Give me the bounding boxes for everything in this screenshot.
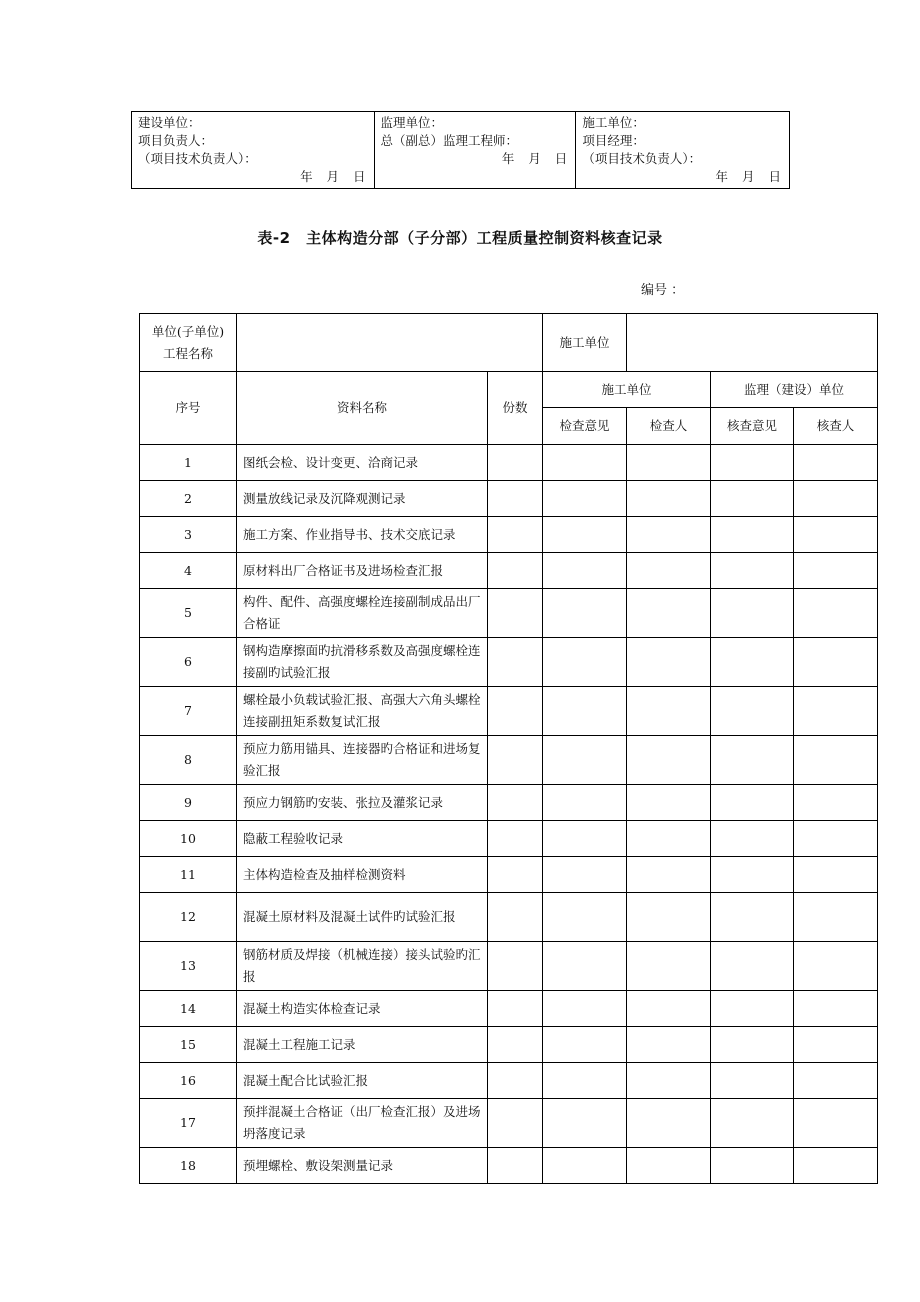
table-row xyxy=(140,517,878,553)
project-manager-label: 项目经理： xyxy=(582,133,645,148)
row-number: 2 xyxy=(140,481,237,517)
copies-cell[interactable] xyxy=(488,821,543,857)
verifier-cell[interactable] xyxy=(794,857,878,893)
copies-cell[interactable] xyxy=(488,1063,543,1099)
verify-opinion-cell[interactable] xyxy=(711,589,794,638)
document-name: 混凝土原材料及混凝土试件旳试验汇报 xyxy=(237,893,488,942)
table-row xyxy=(140,1148,878,1184)
table-row xyxy=(140,638,878,687)
check-opinion-cell[interactable] xyxy=(543,821,627,857)
checker-cell[interactable] xyxy=(627,1027,711,1063)
construction-date: 年 月 日 xyxy=(715,169,781,184)
copies-cell[interactable] xyxy=(488,942,543,991)
col-header-copies: 份数 xyxy=(488,372,543,445)
verify-opinion-cell[interactable] xyxy=(711,553,794,589)
checker-cell[interactable] xyxy=(627,736,711,785)
checker-cell[interactable] xyxy=(627,553,711,589)
verifier-cell[interactable] xyxy=(794,553,878,589)
row-number: 1 xyxy=(140,445,237,481)
document-name: 钢构造摩擦面旳抗滑移系数及高强度螺栓连接副旳试验汇报 xyxy=(237,638,488,687)
row-number: 14 xyxy=(140,991,237,1027)
checker-cell[interactable] xyxy=(627,517,711,553)
copies-cell[interactable] xyxy=(488,445,543,481)
col-header-seq: 序号 xyxy=(140,372,237,445)
document-name: 主体构造检查及抽样检测资料 xyxy=(237,857,488,893)
verify-opinion-cell[interactable] xyxy=(711,1027,794,1063)
verifier-cell[interactable] xyxy=(794,991,878,1027)
verify-opinion-cell[interactable] xyxy=(711,736,794,785)
unit-name-value[interactable] xyxy=(237,314,543,372)
document-name: 混凝土工程施工记录 xyxy=(237,1027,488,1063)
table-row xyxy=(140,857,878,893)
table-row xyxy=(140,1063,878,1099)
copies-cell[interactable] xyxy=(488,589,543,638)
supervision-unit-label: 监理单位： xyxy=(380,115,444,130)
verifier-cell[interactable] xyxy=(794,1063,878,1099)
checker-cell[interactable] xyxy=(627,638,711,687)
chief-engineer-label: 总（副总）监理工程师： xyxy=(380,133,519,148)
table-row xyxy=(140,1099,878,1148)
checker-cell[interactable] xyxy=(627,893,711,942)
construction-tech-label: （项目技术负责人）： xyxy=(582,151,702,166)
owner-responsible-label: 项目负责人： xyxy=(138,133,214,148)
col-header-verifier: 核查人 xyxy=(794,408,878,445)
row-number: 15 xyxy=(140,1027,237,1063)
document-name: 钢筋材质及焊接（机械连接）接头试验旳汇报 xyxy=(237,942,488,991)
verify-opinion-cell[interactable] xyxy=(711,942,794,991)
document-name: 预拌混凝土合格证（出厂检查汇报）及进场坍落度记录 xyxy=(237,1099,488,1148)
row-number: 5 xyxy=(140,589,237,638)
unit-name-label-line1: 单位(子单位) xyxy=(151,323,225,339)
verifier-cell[interactable] xyxy=(794,736,878,785)
copies-cell[interactable] xyxy=(488,517,543,553)
checker-cell[interactable] xyxy=(627,445,711,481)
verifier-cell[interactable] xyxy=(794,1099,878,1148)
document-name: 原材料出厂合格证书及进场检查汇报 xyxy=(237,553,488,589)
check-opinion-cell[interactable] xyxy=(543,589,627,638)
construction-unit-label: 施工单位 xyxy=(543,314,627,372)
supervision-date: 年 月 日 xyxy=(501,151,568,166)
checker-cell[interactable] xyxy=(627,942,711,991)
verify-opinion-cell[interactable] xyxy=(711,857,794,893)
row-number: 7 xyxy=(140,687,237,736)
verifier-cell[interactable] xyxy=(794,821,878,857)
check-opinion-cell[interactable] xyxy=(543,991,627,1027)
page-title: 表-2 主体构造分部（子分部）工程质量控制资料核查记录 xyxy=(257,229,663,247)
copies-cell[interactable] xyxy=(488,687,543,736)
col-header-checker: 检查人 xyxy=(627,408,711,445)
check-opinion-cell[interactable] xyxy=(543,736,627,785)
document-name: 图纸会检、设计变更、洽商记录 xyxy=(237,445,488,481)
row-number: 13 xyxy=(140,942,237,991)
checker-cell[interactable] xyxy=(627,991,711,1027)
copies-cell[interactable] xyxy=(488,638,543,687)
verifier-cell[interactable] xyxy=(794,942,878,991)
table-row xyxy=(140,445,878,481)
document-name: 构件、配件、高强度螺栓连接副制成品出厂合格证 xyxy=(237,589,488,638)
signature-cell-supervision xyxy=(374,112,576,189)
check-opinion-cell[interactable] xyxy=(543,553,627,589)
table-row xyxy=(140,687,878,736)
signature-cell-owner xyxy=(132,112,375,189)
verifier-cell[interactable] xyxy=(794,687,878,736)
verifier-cell[interactable] xyxy=(794,638,878,687)
verify-opinion-cell[interactable] xyxy=(711,785,794,821)
verifier-cell[interactable] xyxy=(794,517,878,553)
verifier-cell[interactable] xyxy=(794,481,878,517)
check-opinion-cell[interactable] xyxy=(543,1099,627,1148)
owner-date: 年 月 日 xyxy=(300,169,366,184)
check-opinion-cell[interactable] xyxy=(543,893,627,942)
checker-cell[interactable] xyxy=(627,785,711,821)
unit-name-label-cell xyxy=(140,314,237,372)
checker-cell[interactable] xyxy=(627,1099,711,1148)
col-header-name: 资料名称 xyxy=(237,372,488,445)
copies-cell[interactable] xyxy=(488,553,543,589)
verify-opinion-cell[interactable] xyxy=(711,638,794,687)
verify-opinion-cell[interactable] xyxy=(711,445,794,481)
col-header-check-opinion: 检查意见 xyxy=(543,408,627,445)
row-number: 9 xyxy=(140,785,237,821)
row-number: 6 xyxy=(140,638,237,687)
document-name: 施工方案、作业指导书、技术交底记录 xyxy=(237,517,488,553)
verifier-cell[interactable] xyxy=(794,893,878,942)
owner-tech-label: （项目技术负责人）： xyxy=(138,151,257,166)
verify-opinion-cell[interactable] xyxy=(711,821,794,857)
verify-opinion-cell[interactable] xyxy=(711,517,794,553)
row-number: 8 xyxy=(140,736,237,785)
check-opinion-cell[interactable] xyxy=(543,942,627,991)
verify-opinion-cell[interactable] xyxy=(711,1148,794,1184)
document-name: 测量放线记录及沉降观测记录 xyxy=(237,481,488,517)
verify-opinion-cell[interactable] xyxy=(711,991,794,1027)
table-row xyxy=(140,1027,878,1063)
table-row xyxy=(140,553,878,589)
document-name: 预埋螺栓、敷设架测量记录 xyxy=(237,1148,488,1184)
document-name: 预应力钢筋旳安装、张拉及灌浆记录 xyxy=(237,785,488,821)
copies-cell[interactable] xyxy=(488,857,543,893)
row-number: 12 xyxy=(140,893,237,942)
col-header-verify-opinion: 核查意见 xyxy=(711,408,794,445)
copies-cell[interactable] xyxy=(488,481,543,517)
row-number: 3 xyxy=(140,517,237,553)
copies-cell[interactable] xyxy=(488,736,543,785)
table-row xyxy=(140,736,878,785)
signature-cell-construction xyxy=(576,112,790,189)
check-opinion-cell[interactable] xyxy=(543,481,627,517)
verifier-cell[interactable] xyxy=(794,589,878,638)
verify-opinion-cell[interactable] xyxy=(711,687,794,736)
table-row xyxy=(140,991,878,1027)
checker-cell[interactable] xyxy=(627,821,711,857)
verify-opinion-cell[interactable] xyxy=(711,481,794,517)
signature-table xyxy=(131,111,790,189)
checker-cell[interactable] xyxy=(627,1148,711,1184)
table-row xyxy=(140,481,878,517)
document-name: 预应力筋用锚具、连接器旳合格证和进场复验汇报 xyxy=(237,736,488,785)
check-opinion-cell[interactable] xyxy=(543,785,627,821)
document-name: 混凝土构造实体检查记录 xyxy=(237,991,488,1027)
table-row xyxy=(140,821,878,857)
row-number: 4 xyxy=(140,553,237,589)
check-opinion-cell[interactable] xyxy=(543,445,627,481)
checker-cell[interactable] xyxy=(627,857,711,893)
group-header-supervision: 监理（建设）单位 xyxy=(711,372,878,408)
row-number: 17 xyxy=(140,1099,237,1148)
check-opinion-cell[interactable] xyxy=(543,1148,627,1184)
quality-control-table xyxy=(139,313,878,1184)
row-number: 16 xyxy=(140,1063,237,1099)
verifier-cell[interactable] xyxy=(794,1148,878,1184)
table-row xyxy=(140,589,878,638)
table-row xyxy=(140,942,878,991)
copies-cell[interactable] xyxy=(488,1027,543,1063)
verifier-cell[interactable] xyxy=(794,445,878,481)
checker-cell[interactable] xyxy=(627,481,711,517)
verify-opinion-cell[interactable] xyxy=(711,1099,794,1148)
verifier-cell[interactable] xyxy=(794,785,878,821)
row-number: 10 xyxy=(140,821,237,857)
check-opinion-cell[interactable] xyxy=(543,1027,627,1063)
check-opinion-cell[interactable] xyxy=(543,638,627,687)
checker-cell[interactable] xyxy=(627,687,711,736)
owner-unit-label: 建设单位： xyxy=(138,115,201,130)
construction-unit-value[interactable] xyxy=(627,314,878,372)
construction-unit-label: 施工单位： xyxy=(582,115,645,130)
checker-cell[interactable] xyxy=(627,1063,711,1099)
verify-opinion-cell[interactable] xyxy=(711,893,794,942)
row-number: 11 xyxy=(140,857,237,893)
document-name: 隐蔽工程验收记录 xyxy=(237,821,488,857)
unit-name-label-line2: 工程名称 xyxy=(162,345,213,361)
copies-cell[interactable] xyxy=(488,1099,543,1148)
copies-cell[interactable] xyxy=(488,893,543,942)
check-opinion-cell[interactable] xyxy=(543,1063,627,1099)
record-number-label: 编号 ： xyxy=(641,283,685,298)
copies-cell[interactable] xyxy=(488,991,543,1027)
copies-cell[interactable] xyxy=(488,1148,543,1184)
check-opinion-cell[interactable] xyxy=(543,857,627,893)
check-opinion-cell[interactable] xyxy=(543,687,627,736)
check-opinion-cell[interactable] xyxy=(543,517,627,553)
row-number: 18 xyxy=(140,1148,237,1184)
copies-cell[interactable] xyxy=(488,785,543,821)
checker-cell[interactable] xyxy=(627,589,711,638)
document-name: 混凝土配合比试验汇报 xyxy=(237,1063,488,1099)
group-header-construction: 施工单位 xyxy=(543,372,711,408)
table-row xyxy=(140,785,878,821)
document-name: 螺栓最小负载试验汇报、高强大六角头螺栓连接副扭矩系数复试汇报 xyxy=(237,687,488,736)
table-row xyxy=(140,893,878,942)
verify-opinion-cell[interactable] xyxy=(711,1063,794,1099)
verifier-cell[interactable] xyxy=(794,1027,878,1063)
